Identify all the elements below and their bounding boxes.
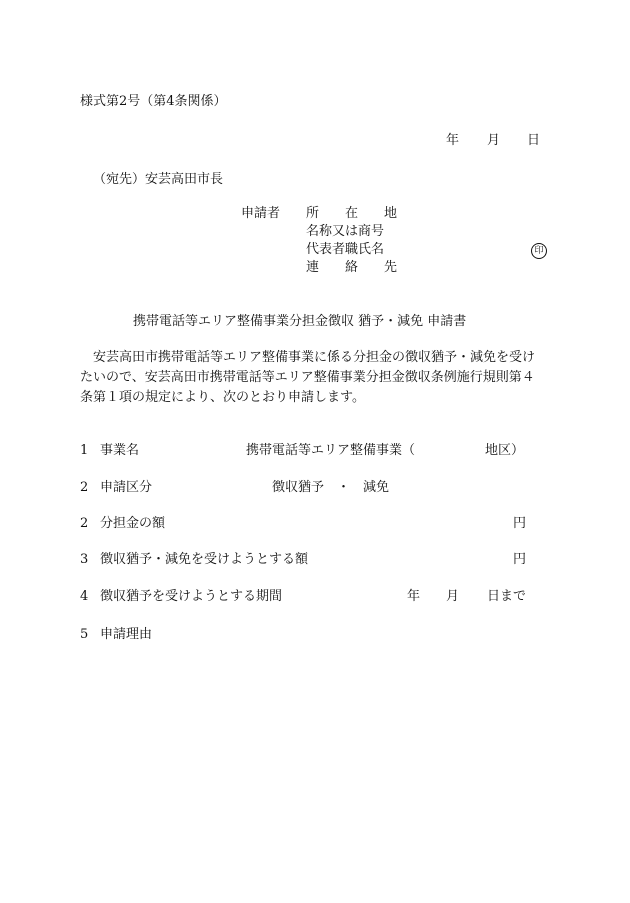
seal-mark [531,242,547,259]
item-6-label: 申請理由 [100,627,153,642]
item-5-month: 月 [446,589,460,604]
item-1-label: 事業名 [100,443,140,458]
form-number: 様式第2号（第4条関係） [80,94,227,109]
document-title: 携帯電話等エリア整備事業分担金徴収 猶予・減免 申請書 [133,314,467,329]
date-year-label: 年 [446,133,460,148]
item-5-day-until: 日まで [487,589,527,604]
addressee: （宛先）安芸高田市長 [93,172,224,187]
item-5-label: 徴収猶予を受けようとする期間 [100,589,283,604]
date-day-label: 日 [527,133,541,148]
item-3-label: 分担金の額 [100,516,166,531]
item-3-number: 2 [80,516,89,531]
item-1-number: 1 [80,443,89,458]
item-4-label: 徴収猶予・減免を受けようとする額 [100,552,309,567]
contact-label: 連 絡 先 [306,260,398,275]
representative-label: 代表者職氏名 [306,242,385,257]
item-1-suffix: 地区） [485,443,525,458]
item-4-number: 3 [80,552,89,567]
date-month-label: 月 [487,133,501,148]
item-2-value: 徴収猶予 ・ 減免 [272,480,390,495]
address-label: 所 在 地 [306,206,398,221]
item-2-number: 2 [80,480,89,495]
body-paragraph: 安芸高田市携帯電話等エリア整備事業に係る分担金の徴収猶予・減免を受けたいので、安芸高田市携帯電話等エリア整備事業分担金徴収条例施行規則第４条第１項の規定により、次のとおり申請します。 [80,350,536,405]
item-3-unit: 円 [513,516,527,531]
item-4-unit: 円 [513,552,527,567]
company-name-label: 名称又は商号 [306,224,385,239]
seal-icon: 印 [531,243,547,259]
item-5-year: 年 [407,589,421,604]
item-1-value: 携帯電話等エリア整備事業（ [246,443,416,458]
item-5-number: 4 [80,589,89,604]
item-2-label: 申請区分 [100,480,153,495]
item-6-number: 5 [80,627,89,642]
applicant-label: 申請者 [241,206,281,221]
